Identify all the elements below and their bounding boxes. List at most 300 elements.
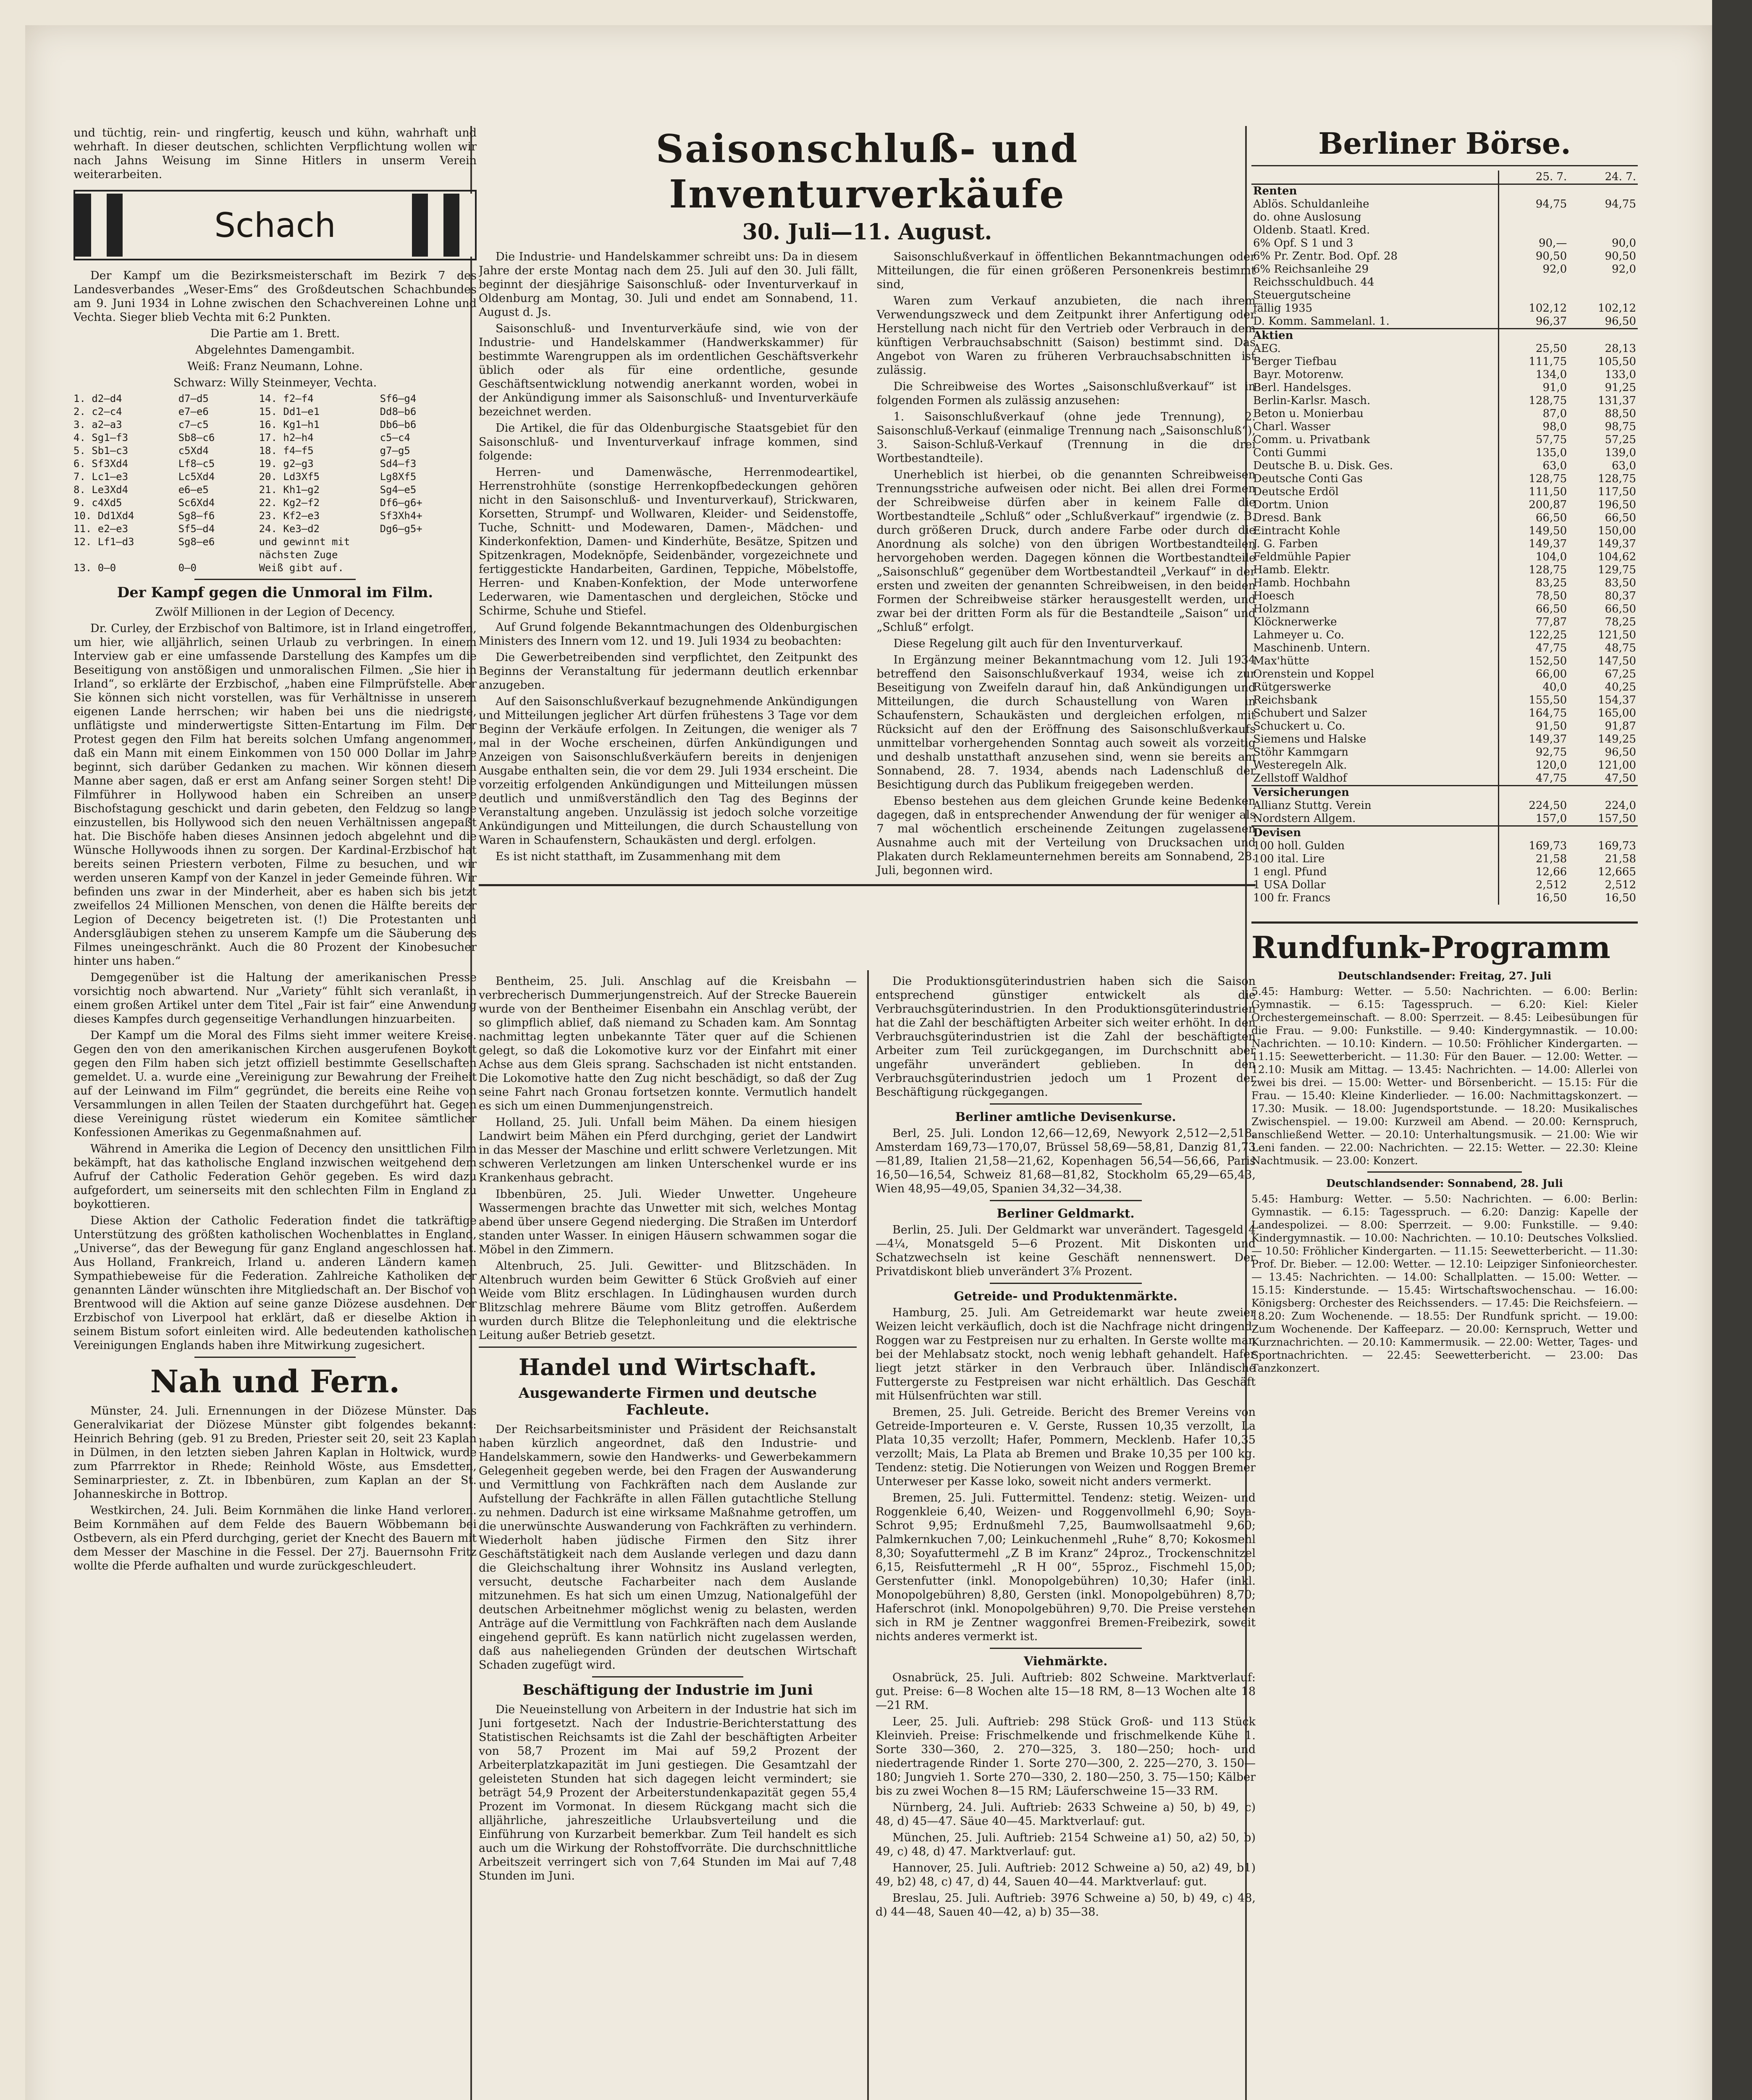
chess-move: g7—g5 <box>380 445 410 457</box>
boerse-price: 91,87 <box>1605 720 1636 732</box>
chess-title: Schach <box>214 205 336 245</box>
boerse-price: 196,50 <box>1598 499 1636 511</box>
boerse-price: 94,75 <box>1535 198 1567 210</box>
boerse-security: Deutsche Erdöl <box>1251 486 1498 499</box>
chess-move: Sc6Xd4 <box>178 497 215 509</box>
chess-move: Weiß gibt auf. <box>259 562 344 574</box>
chess-move: 12. Lf1—d3 <box>73 536 134 548</box>
chess-move: Df6—g6+ <box>380 497 422 509</box>
column-rule <box>867 970 869 2100</box>
boerse-price: 169,73 <box>1529 840 1567 852</box>
film-paragraph: Demgegenüber ist die Haltung der amerikanischen Presse vorsichtig noch abwartend. Nur „Variety“ fühlt sich veranlaßt, in einem großen Artikel unter dem Titel „Fair ist fair“ eine Anwendung dieses Kampfes durch gegenseitige Verhandlungen hinzuarbeiten. <box>73 971 477 1026</box>
boerse-section-row <box>1251 184 1638 198</box>
boerse-row <box>1251 289 1638 302</box>
rundfunk-program <box>1251 969 1638 1375</box>
boerse-row <box>1251 616 1638 629</box>
chess-move-row <box>73 483 477 496</box>
boerse-row <box>1251 276 1638 289</box>
vieh-text: Leer, 25. Juli. Auftrieb: 298 Stück Groß- und 113 Stück Kleinvieh. Preise: Frischmelkende und frischmelkende Kühe 1. Sorte 330—360, 2. 270—325, 3. 180—250; hoch- und niedertragende Rinder 1. Sorte 270—300, 2. 225—270, 3. 150—180; Jungvieh 1. Sorte 270—330, 2. 180—250, 3. 75—150; Kälber bis zu zwei Wochen 8—15 RM; Läuferschweine 15—33 RM. <box>876 1715 1256 1798</box>
chess-moves <box>73 392 477 575</box>
boerse-security: Comm. u. Privatbank <box>1251 433 1498 446</box>
boerse-price: 91,0 <box>1542 381 1567 394</box>
boerse-price: 90,0 <box>1612 237 1636 249</box>
boerse-row <box>1251 603 1638 616</box>
boerse-price: 224,50 <box>1529 799 1567 812</box>
chess-move: Dg6—g5+ <box>380 523 422 535</box>
boerse-price: 164,75 <box>1529 707 1567 719</box>
boerse-security: Deutsche Conti Gas <box>1251 472 1498 486</box>
boerse-price: 80,37 <box>1605 590 1636 602</box>
chess-white: Weiß: Franz Neumann, Lohne. <box>187 360 363 373</box>
chess-move: Sg8—f6 <box>178 510 215 522</box>
boerse-row <box>1251 694 1638 707</box>
boerse-price: 28,13 <box>1605 342 1636 355</box>
chess-move: 4. Sg1—f3 <box>73 432 129 444</box>
boerse-row <box>1251 433 1638 446</box>
saison-paragraph: Auf den Saisonschlußverkauf bezugnehmende Ankündigungen und Mitteilungen jeglicher Art dürfen frühestens 3 Tage vor dem Beginn der Verkäufe erfolgen. In Zeitungen, die weniger als 7 mal in der Woche erscheinen, dürfen Ankündigungen und Anzeigen von Saisonschlußverkäufern bereits in denjenigen Ausgabe enthalten sein, die vor dem 29. Juli 1934 erscheint. Die vorzeitig erfolgenden Ankündigungen und Mitteilungen müssen deutlich und unmißverständlich den Tag des Beginns der Veranstaltung angeben. Unzulässig ist jedoch solche vorzeitige Ankündigungen und Mitteilungen, die durch Schaustellung von Waren in Schaufenstern, Schaukästen und dergl. erfolgen. <box>479 695 858 847</box>
boerse-price: 105,50 <box>1598 355 1636 368</box>
boerse-price: 21,58 <box>1535 853 1567 865</box>
vieh-text: Hannover, 25. Juli. Auftrieb: 2012 Schweine a) 50, a2) 49, b1) 49, b2) 48, c) 47, d) 44, Sauen 40—44. Marktverlauf: gut. <box>876 1861 1256 1888</box>
boerse-security: D. Komm. Sammelanl. 1. <box>1251 315 1498 329</box>
chess-move: 20. Ld3Xf5 <box>259 471 320 483</box>
boerse-row <box>1251 459 1638 472</box>
boerse-row <box>1251 237 1638 250</box>
boerse-price: 128,75 <box>1529 564 1567 576</box>
chess-move: Lf8—c5 <box>178 458 215 470</box>
boerse-price: 63,0 <box>1542 459 1567 472</box>
boerse-price <box>1568 224 1638 237</box>
chess-move-row <box>73 562 477 575</box>
boerse-price: 120,0 <box>1535 759 1567 772</box>
regional-handel-column <box>479 974 857 2100</box>
boerse-price: 90,— <box>1538 237 1567 249</box>
boerse-price: 134,0 <box>1535 368 1567 381</box>
boerse-security: Maschinenb. Untern. <box>1251 642 1498 655</box>
boerse-row <box>1251 302 1638 315</box>
chess-opening: Abgelehntes Damengambit. <box>195 344 355 357</box>
saison-paragraph: Die Artikel, die für das Oldenburgische Staatsgebiet für den Saisonschluß- und Inventurverkauf infrage kommen, sind folgende: <box>479 422 858 462</box>
boerse-header-cell <box>1251 171 1498 184</box>
boerse-price: 149,37 <box>1529 538 1567 550</box>
boerse-price: 98,75 <box>1605 420 1636 433</box>
boerse-header-date: 24. 7. <box>1605 171 1636 183</box>
film-paragraph: Dr. Curley, der Erzbischof von Baltimore, ist in Irland eingetroffen, um hier, wie alljährlich, seinen Urlaub zu verbringen. In einem Interview gab er eine umfassende Darstellung des Kampfes um die Beseitigung von anstößigen und unmoralischen Filmen. „Sie hier in Irland“, so erklärte der Erzbischof, „haben eine Filmprüfstelle. Aber Sie können sich nicht vorstellen, was für Verhältnisse in unserem eigenen Lande herrschen; wir haben bei uns die niedrigste, unflätigste und minderwertigste Sitten-Entartung im Film. Der Protest gegen den Film hat bereits solchen Umfang angenommen, daß ein Mann mit einem Einkommen von 150 000 Dollar im Jahre beginnt, sich darüber Gedanken zu machen. Wir können diesem Manne aber sagen, daß er erst am Anfang seiner Sorgen steht! Die Filmführer in Hollywood haben ein Schreiben an unsere Bischofstagung geschickt und darin gebeten, den Feldzug so lange einzustellen, bis Hollywood sich den neuen Verhältnissen angepaßt hat. Die Bischöfe haben dieses Ansinnen jedoch abgelehnt und die Wünsche Hollywoods ihnen zu sorgen. Der Kardinal-Erzbischof hat bereits seinen Priestern verboten, Filme zu besuchen, und wir werden unseren Kampf von der Kanzel in jeder Gemeinde führen. Wir befinden uns zwar in der Minderheit, aber es haben sich bis jetzt zweifellos 24 Millionen Menschen, von denen die Hälfte bereits der Legion of Decency beigetreten ist. (!) Die Protestanten und Andersgläubigen stehen zu unserem Kampfe um die Säuberung des Filmes uneingeschränkt. Auch die 80 Prozent der Kinobesucher hinter uns haben.“ <box>73 622 477 968</box>
boerse-security: J. G. Farben <box>1251 538 1498 551</box>
boerse-price: 149,37 <box>1598 538 1636 550</box>
boerse-price: 47,75 <box>1535 772 1567 785</box>
boerse-row <box>1251 211 1638 224</box>
getreide-text: Bremen, 25. Juli. Getreide. Bericht des Bremer Vereins von Getreide-Importeuren e. V. Gerste, Russen 10,35 verzollt, La Plata 10,35 verzollt; Hafer, Pommern, Mecklenb. Hafer 10,35 verzollt; Mais, La Plata ab Bremen und Brake 10,35 per 100 kg. Tendenz: stetig. Die Notierungen von Weizen und Roggen Bremer Unterweser per Kasse loko, soweit nicht anders vermerkt. <box>876 1406 1256 1488</box>
boerse-price: 129,75 <box>1598 564 1636 576</box>
boerse-security: 6% Opf. S 1 und 3 <box>1251 237 1498 250</box>
boerse-security: Schubert und Salzer <box>1251 707 1498 720</box>
chess-move: Sb8—c6 <box>178 432 215 444</box>
boerse-security: Reichsbank <box>1251 694 1498 707</box>
boerse-price: 90,50 <box>1605 250 1636 262</box>
boerse-price: 155,50 <box>1529 694 1567 706</box>
boerse-row <box>1251 577 1638 590</box>
chess-move-row <box>73 522 477 536</box>
saison-paragraph: Diese Regelung gilt auch für den Inventurverkauf. <box>893 637 1183 650</box>
boerse-row <box>1251 407 1638 420</box>
boerse-row <box>1251 198 1638 211</box>
chess-move: Lg8Xf5 <box>380 471 417 483</box>
boerse-price: 48,75 <box>1605 642 1636 654</box>
chess-move: 7. Lc1—e3 <box>73 471 129 483</box>
boerse-section-row <box>1251 329 1638 343</box>
saison-body <box>479 250 1256 880</box>
boerse-price: 147,50 <box>1598 655 1636 667</box>
radio-day: Deutschlandsender: Sonnabend, 28. Juli <box>1326 1177 1563 1189</box>
devisen-text: Berl, 25. Juli. London 12,66—12,69, Newyork 2,512—2,518, Amsterdam 169,73—170,07, Brüssel 58,69—58,81, Danzig 81,73—81,89, Italien 21,58—21,62, Kopenhagen 56,54—56,66, Paris 16,50—16,54, Schweiz 81,68—81,82, Stockholm 65,29—65,43, Wien 48,95—49,05, Spanien 34,32—34,38. <box>876 1127 1256 1195</box>
chessboard-icon <box>75 194 138 257</box>
boerse-security: Eintracht Kohle <box>1251 525 1498 538</box>
boerse-section-row <box>1251 786 1638 800</box>
divider <box>592 1676 743 1677</box>
boerse-row <box>1251 879 1638 892</box>
boerse-security: Bayr. Motorenw. <box>1251 368 1498 381</box>
film-paragraph: Während in Amerika die Legion of Decency den unsittlichen Film bekämpft, hat das katholische England inzwischen weitgehend dem Aufruf der Catholic Federation Gehör gegeben. Es wird dazu aufgefordert, um seinerseits mit den schlechten Film in England zu boykottieren. <box>73 1142 477 1211</box>
boerse-price <box>1568 211 1638 224</box>
boerse-row <box>1251 263 1638 276</box>
boerse-price: 57,75 <box>1535 433 1567 446</box>
chess-black: Schwarz: Willy Steinmeyer, Vechta. <box>173 376 377 389</box>
boerse-title: Berliner Börse. <box>1318 126 1571 161</box>
divider <box>1251 921 1638 924</box>
chess-move: c7—c5 <box>178 419 209 430</box>
boerse-price: 149,37 <box>1529 733 1567 746</box>
boerse-price: 25,50 <box>1535 342 1567 355</box>
saison-paragraph: Die Gewerbetreibenden sind verpflichtet, den Zeitpunkt des Beginns der Veranstaltung für jedermann deutlich erkennbar anzugeben. <box>479 651 858 692</box>
boerse-price: 96,37 <box>1535 315 1567 328</box>
news-item: Münster, 24. Juli. Ernennungen in der Diözese Münster. Das Generalvikariat der Diözese Münster gibt folgendes bekannt: Heinrich Behring (geb. 91 zu Breden, Priester seit 20, seit 23 Kaplan in Dülmen, in den letzten sieben Jahren Kaplan in Holtwick, wurde zum Pfarrrektor in Rhede; Reinhold Wöste, aus Emsdetten, Seminarpriester, z. Zt. in Ibbenbüren, zum Kaplan an der St. Johanneskirche in Bottrop. <box>73 1404 477 1501</box>
boerse-price <box>1498 276 1568 289</box>
boerse-price: 157,50 <box>1598 812 1636 825</box>
boerse-row <box>1251 707 1638 720</box>
chess-move: Db6—b6 <box>380 419 417 430</box>
boerse-price: 133,0 <box>1605 368 1636 381</box>
boerse-price: 47,75 <box>1535 642 1567 654</box>
boerse-price: 40,25 <box>1605 681 1636 693</box>
saison-paragraph: Waren zum Verkauf anzubieten, die nach ihrem Verwendungszweck und dem Zeitpunkt ihrer Anfertigung oder Herstellung nach nicht für den Vertrieb oder Verbrauch in dem künftigen Verbrauchsabschnitt (Saison) bestimmt sind. Das Angebot von Waren zu früheren Verbrauchsabschnitten ist zulässig. <box>876 294 1256 377</box>
handel-sub1: Ausgewanderte Firmen und deutsche Fachleute. <box>518 1385 817 1418</box>
boerse-price <box>1568 276 1638 289</box>
boerse-price: 96,50 <box>1605 746 1636 759</box>
film-title: Der Kampf gegen die Unmoral im Film. <box>117 584 433 601</box>
boerse-row <box>1251 772 1638 786</box>
film-paragraph: Diese Aktion der Catholic Federation findet die tatkräftige Unterstützung des größten katholischen Wochenblattes in England, „Universe“, das der Bewegung für ganz England angeschlossen hat. Aus Holland, Frankreich, Irland u. anderen Ländern kamen Sympathiebeweise für die Federation. Zahlreiche Katholiken der genannten Länder wünschten ihre Mitgliedschaft an. Der Bischof von Brentwood will die Aktion auf seine ganze Diözese ausdehnen. Der Erzbischof von Liverpool hat erklärt, daß er dieselbe Aktion in seinem Bistum sofort einleiten wird. Alle bedeutenden katholischen Vereinigungen Englands haben ihre Mitwirkung zugesichert. <box>73 1214 477 1352</box>
boerse-security: Dortm. Union <box>1251 499 1498 512</box>
chess-move: 13. 0—0 <box>73 562 116 574</box>
boerse-row <box>1251 472 1638 486</box>
chess-move-row <box>73 496 477 509</box>
boerse-row <box>1251 342 1638 355</box>
boerse-section-row <box>1251 826 1638 840</box>
boerse-price: 63,0 <box>1612 459 1636 472</box>
boerse-price: 78,25 <box>1605 616 1636 628</box>
vieh-text: Breslau, 25. Juli. Auftrieb: 3976 Schweine a) 50, b) 49, c) 48, d) 44—48, Sauen 40—42, a) b) 35—38. <box>876 1892 1256 1919</box>
chess-move: 17. h2—h4 <box>259 432 314 444</box>
boerse-price: 91,25 <box>1605 381 1636 394</box>
chess-move: Lc5Xd4 <box>178 471 215 483</box>
boerse-security: Max'hütte <box>1251 655 1498 668</box>
chess-move <box>380 562 477 575</box>
boerse-security: fällig 1935 <box>1251 302 1498 315</box>
boerse-price: 47,50 <box>1605 772 1636 785</box>
boerse-price: 92,0 <box>1542 263 1567 276</box>
chess-header <box>73 190 477 260</box>
binding-edge <box>1712 0 1752 2100</box>
boerse-price: 2,512 <box>1535 879 1567 891</box>
saison-left <box>479 250 858 880</box>
boerse-price: 57,25 <box>1605 433 1636 446</box>
boerse-row <box>1251 720 1638 733</box>
boerse-price: 2,512 <box>1605 879 1636 891</box>
regional-item: Altenbruch, 25. Juli. Gewitter- und Blitzschäden. In Altenbruch wurden beim Gewitter 6 Stück Großvieh auf einer Weide vom Blitz erschlagen. In Lüdinghausen wurden durch Blitzschlag mehrere Bäume vom Blitz getroffen. Außerdem wurden durch Blitze die Telephonleitung und die elektrische Leitung außer Betrieb gesetzt. <box>479 1260 857 1342</box>
boerse-row <box>1251 590 1638 603</box>
boerse-security: 6% Pr. Zentr. Bod. Opf. 28 <box>1251 250 1498 263</box>
divider <box>990 1648 1142 1649</box>
boerse-price <box>1498 224 1568 237</box>
boerse-row <box>1251 840 1638 853</box>
vieh-text: München, 25. Juli. Auftrieb: 2154 Schweine a1) 50, a2) 50, b) 49, c) 48, d) 47. Marktverlauf: gut. <box>876 1831 1256 1858</box>
markets-intro: Die Produktionsgüterindustrien haben sich die Saison entsprechend günstiger entwickelt als die Verbrauchsgüterindustrien. In den Produktionsgüterindustrien hat die Zahl der beschäftigten Arbeiter sich weiter erhöht. In den Verbrauchsgüterindustrien ist die Zahl der beschäftigten Arbeiter zum Teil zurückgegangen, im Durchschnitt aber ungefähr unverändert geblieben. In den Verbrauchsgüterindustrien jedoch um 1 Prozent der Beschäftigung rückgegangen. <box>876 975 1256 1099</box>
regional-item: Bentheim, 25. Juli. Anschlag auf die Kreisbahn — verbrecherisch Dummerjungenstreich. Auf der Strecke Bauerein wurde von der Bentheimer Eisenbahn ein Anschlag verübt, der so glimpflich ablief, daß niemand zu Schaden kam. Am Sonntag nachmittag legten unbekannte Täter quer auf die Schienen gelegt, so daß die Lokomotive kurz vor der Einfahrt mit einer Achse aus dem Gleis sprang. Sachschaden ist nicht entstanden. Die Lokomotive hatte den Zug nicht beschädigt, so daß der Zug seine Fahrt nach Gronau fortsetzen konnte. Vermutlich handelt es sich um einen Dummenjungenstreich. <box>479 975 857 1113</box>
saison-title: Saisonschluß- und Inventurverkäufe <box>656 126 1079 217</box>
boerse-price: 40,0 <box>1542 681 1567 693</box>
boerse-price: 169,73 <box>1598 840 1636 852</box>
chess-move: 15. Dd1—e1 <box>259 406 320 417</box>
divider <box>479 884 1256 886</box>
boerse-row <box>1251 381 1638 394</box>
boerse-row <box>1251 446 1638 459</box>
boerse-security: Schuckert u. Co. <box>1251 720 1498 733</box>
chess-move: 5. Sb1—c3 <box>73 445 129 457</box>
devisen-title: Berliner amtliche Devisenkurse. <box>955 1110 1176 1124</box>
divider <box>990 1103 1142 1105</box>
boerse-security: Beton u. Monierbau <box>1251 407 1498 420</box>
boerse-row <box>1251 368 1638 381</box>
geld-text: Berlin, 25. Juli. Der Geldmarkt war unverändert. Tagesgeld 4—4¼, Monatsgeld 5—6 Prozent. Mit Diskonten und Schatzwechseln ist keine Geschäft nennenswert. Der Privatdiskont blieb unverändert 3⅞ Prozent. <box>876 1223 1256 1278</box>
boerse-price: 16,50 <box>1605 892 1636 904</box>
saison-paragraph: Herren- und Damenwäsche, Herrenmodeartikel, Herrenstrohhüte (sonstige Herrenkopfbedeckungen gehören nicht in den Saisonschluß- und Inventurverkauf), Strickwaren, Korsetten, Strumpf- und Wollwaren, Kleider- und Seidenstoffe, Tuche, Schnitt- und Modewaren, Damen-, Mädchen- und Kinderkonfektion, Damen- und Kinderhüte, Besätze, Spitzen und Spitzenkragen, Modeknöpfe, Seidenbänder, vorgezeichnete und fertiggestickte Handarbeiten, Gardinen, Teppiche, Möbelstoffe, Herren- und Knaben-Konfektion, der Mode unterworfene Lederwaren, wie Damentaschen und dergleichen, Stöcke und Schirme, Schuhe und Stiefel. <box>479 466 858 617</box>
boerse-price: 131,37 <box>1598 394 1636 407</box>
film-paragraph: Der Kampf um die Moral des Films sieht immer weitere Kreise. Gegen den von den amerikanischen Kirchen ausgerufenen Boykott gegen den Film haben sich jetzt offiziell bestimmte Gesellschaften gemeldet. U. a. wurde eine „Vereinigung zur Bewahrung der Freiheit auf der Leinwand im Film“ gegründet, die bereits eine Reihe von Versammlungen in allen Teilen der Staaten durchgeführt hat. Gegen diese Vereinigung rüstet wiederum ein Komitee sämtlicher Konfessionen Amerikas zu Gegenmaßnahmen auf. <box>73 1029 477 1139</box>
saison-right <box>877 250 1256 880</box>
chess-move: 11. e2—e3 <box>73 523 129 535</box>
boerse-price <box>1568 289 1638 302</box>
rundfunk-title: Rundfunk-Programm <box>1251 929 1610 965</box>
boerse-row <box>1251 642 1638 655</box>
chess-move: 24. Ke3—d2 <box>259 523 320 535</box>
chess-move: 21. Kh1—g2 <box>259 484 320 496</box>
boerse-price: 200,87 <box>1529 499 1567 511</box>
divider <box>1251 165 1638 166</box>
boerse-row <box>1251 564 1638 577</box>
boerse-security: Berlin-Karlsr. Masch. <box>1251 394 1498 407</box>
markets-column <box>876 974 1256 2100</box>
chess-move: e7—e6 <box>178 406 209 417</box>
handel-sub2: Beschäftigung der Industrie im Juni <box>522 1682 813 1698</box>
boerse-price: 91,50 <box>1535 720 1567 732</box>
chess-move: 8. Le3Xd4 <box>73 484 129 496</box>
boerse-row <box>1251 668 1638 681</box>
chess-move: 14. f2—f4 <box>259 393 314 404</box>
boerse-price: 66,50 <box>1605 512 1636 524</box>
boerse-price: 128,75 <box>1529 472 1567 485</box>
boerse-price: 92,0 <box>1612 263 1636 276</box>
saison-paragraph: Es ist nicht statthaft, im Zusammenhang mit dem <box>496 850 781 863</box>
boerse-price: 94,75 <box>1605 198 1636 210</box>
chess-move: 10. Dd1Xd4 <box>73 510 134 522</box>
saison-paragraph: In Ergänzung meiner Bekanntmachung vom 12. Juli 1934 betreffend den Saisonschlußverkauf 1934, weise ich zur Beseitigung von Zweifeln darauf hin, daß Ankündigungen und Mitteilungen, die durch Schaustellung von Waren in Schaufenstern, Schaukästen und dergleichen erfolgen, mit Rücksicht auf den der Eröffnung des Saisonschlußverkaufs unmittelbar vorhergehenden Sonntag auch soweit als vorzeitig und deshalb unstatthaft anzusehen sind, wenn sie bereits am Sonnabend, 28. 7. 1934, abends nach Ladenschluß der Besichtigung durch das Publikum freigegeben werden. <box>876 654 1256 791</box>
boerse-price <box>1498 211 1568 224</box>
saison-paragraph: Die Industrie- und Handelskammer schreibt uns: Da in diesem Jahre der erste Montag nach dem 25. Juli auf den 30. Juli fällt, beginnt der diesjährige Saisonschluß- oder Inventurverkauf in Oldenburg am Montag, 30. Juli und endet am Sonnabend, 11. August d. Js. <box>479 250 858 319</box>
boerse-header-date: 25. 7. <box>1535 171 1567 183</box>
boerse-price: 117,50 <box>1598 486 1636 498</box>
boerse-price: 111,75 <box>1529 355 1567 368</box>
boerse-row <box>1251 866 1638 879</box>
divider <box>194 579 356 580</box>
chess-move: Sg8—e6 <box>178 536 215 548</box>
divider <box>1367 1171 1522 1173</box>
boerse-security: 100 holl. Gulden <box>1251 840 1498 853</box>
regional-item: Holland, 25. Juli. Unfall beim Mähen. Da einem hiesigen Landwirt beim Mähen ein Pferd durchging, geriet der Landwirt in das Messer der Maschine und erlitt schwere Verletzungen. Mit schweren Verletzungen am linken Unterschenkel wurde er ins Krankenhaus gebracht. <box>479 1116 857 1184</box>
boerse-price: 128,75 <box>1529 394 1567 407</box>
boerse-price: 83,25 <box>1535 577 1567 589</box>
saison-paragraph: Ebenso bestehen aus dem gleichen Grunde keine Bedenken dagegen, daß in entsprechender Anwendung der für weniger als 7 mal wöchentlich erscheinende Zeitungen zugelassenen Ausnahme auch mit der Verteilung von Drucksachen und Plakaten durch Reklameunternehmen bereits am Sonnabend, 28. Juli, begonnen wird. <box>876 795 1256 877</box>
boerse-security: Hamb. Hochbahn <box>1251 577 1498 590</box>
chess-move: 6. Sf3Xd4 <box>73 458 129 470</box>
chess-move-row <box>73 536 477 562</box>
chess-move: Sd4—f3 <box>380 458 417 470</box>
chess-move: Sg4—e5 <box>380 484 417 496</box>
chess-move-row <box>73 470 477 483</box>
boerse-security: Deutsche B. u. Disk. Ges. <box>1251 459 1498 472</box>
news-item: Westkirchen, 24. Juli. Beim Kornmähen die linke Hand verloren. Beim Kornmähen auf dem Felde des Bauern Wöbbemann bei Ostbevern, als ein Pferd durchging, geriet der Knecht des Bauern mit dem Messer der Maschine in die Fessel. Der 27j. Bauernsohn Fritz wollte die Pferde aufhalten und wurde zurückgeschleudert. <box>73 1504 477 1572</box>
boerse-row <box>1251 420 1638 433</box>
chess-move: 18. f4—f5 <box>259 445 314 457</box>
chessboard-icon <box>412 194 475 257</box>
boerse-row <box>1251 551 1638 564</box>
boerse-price: 157,0 <box>1535 812 1567 825</box>
chess-move-row <box>73 431 477 444</box>
boerse-row <box>1251 486 1638 499</box>
boerse-price: 152,50 <box>1529 655 1567 667</box>
saison-paragraph: Saisonschlußverkauf in öffentlichen Bekanntmachungen oder Mitteilungen, die für einen größeren Personenkreis bestimmt sind, <box>876 250 1256 291</box>
boerse-price: 88,50 <box>1605 407 1636 420</box>
saison-paragraph: Die Schreibweise des Wortes „Saisonschlußverkauf“ ist in folgenden Formen als zulässig anzusehen: <box>876 380 1256 407</box>
handel-paragraph: Der Reichsarbeitsminister und Präsident der Reichsanstalt haben kürzlich angeordnet, daß den Industrie- und Handelskammern, sowie den Handwerks- und Gewerbekammern Gelegenheit gegeben werde, bei den Fragen der Auswanderung und Vermittlung von Fachkräften nach dem Auslande zur Aufstellung der Fachkräfte in allen Fällen gutachtliche Stellung zu nehmen. Dadurch ist eine wirksame Maßnahme getroffen, um die unerwünschte Auswanderung von Fachkräften zu verhindern. Wiederholt haben jüdische Firmen den Sitz ihrer Geschäftstätigkeit nach dem Auslande verlegen und dazu dann die Gleichschaltung ihrer Wohnsitz ins Ausland verlegten, versucht, deutsche Facharbeiter nach dem Auslande mitzunehmen. Es hat sich um einen Umzug, Nationalgefühl der deutschen Arbeitnehmer möglichst wenig zu belasten, werden Anträge auf die Vermittlung von Fachkräften nach dem Auslande eingehend geprüft. Es kann natürlich nicht zugelassen werden, daß aus naheliegenden Gründen der deutschen Wirtschaft Schaden zugefügt wird. <box>479 1423 857 1672</box>
boerse-security: Allianz Stuttg. Verein <box>1251 799 1498 812</box>
getreide-text: Bremen, 25. Juli. Futtermittel. Tendenz: stetig. Weizen- und Roggenkleie 6,40, Weizen- und Roggenvollmehl 6,90; Soya-Schrot 9,95; Erdnußmehl 7,25, Baumwollsaatmehl 9,60; Palmkernkuchen 7,00; Leinkuchenmehl „Ruhe“ 8,70; Kokosmehl 8,30; Soyafuttermehl „Z B im Kranz“ 24proz., Trockenschnitzel 6,15, Reisfuttermehl „R H 00“, 55proz., Fischmehl 15,00; Gerstenfutter (inkl. Monopolgebühren) 10,30; Hafer (inkl. Monopolgebühren) 8,80, Gersten (inkl. Monopolgebühren) 8,70; Haferschrot (inkl. Monopolgebühren) 9,70. Die Preise verstehen sich in RM je Zentner waggonfrei Bremen-Freibezirk, soweit nichts anderes vermerkt ist. <box>876 1491 1256 1643</box>
boerse-price: 66,00 <box>1535 668 1567 680</box>
boerse-security: Nordstern Allgem. <box>1251 812 1498 826</box>
handel-paragraph: Die Neueinstellung von Arbeitern in der Industrie hat sich im Juni fortgesetzt. Nach der Industrie-Berichterstattung des Statistischen Reichsamts ist die Zahl der beschäftigten Arbeiter von 58,7 Prozent im Mai auf 59,2 Prozent der Arbeiterplatzkapazität im Juni gestiegen. Die Gesamtzahl der geleisteten Stunden hat sich dagegen leicht vermindert; sie beträgt 54,9 Prozent der Arbeiterstundenkapazität gegen 55,4 Prozent im Vormonat. In diesem Rückgang macht sich die alljährliche, jahreszeitliche Urlaubsverteilung und die Einführung von Kurzarbeit bemerkbar. Zum Teil handelt es sich auch um die Wirkung der Rohstoffvorräte. Die durchschnittliche Arbeitszeit verringert sich von 7,64 Stunden im Mai auf 7,48 Stunden im Juni. <box>479 1703 857 1882</box>
chess-move: Dd8—b6 <box>380 406 417 417</box>
boerse-price: 102,12 <box>1529 302 1567 315</box>
right-column <box>1251 126 1638 2100</box>
boerse-section-name: Versicherungen <box>1251 786 1498 800</box>
boerse-security: Reichsschuldbuch. 44 <box>1251 276 1498 289</box>
chess-move: 19. g2—g3 <box>259 458 314 470</box>
boerse-price: 66,50 <box>1535 603 1567 615</box>
boerse-security: Conti Gummi <box>1251 446 1498 459</box>
boerse-price: 104,0 <box>1535 551 1567 563</box>
boerse-price: 98,0 <box>1542 420 1567 433</box>
chess-move: d7—d5 <box>178 393 209 404</box>
chess-move: und gewinnt mit nächsten Zuge <box>259 536 350 561</box>
chess-move-row <box>73 509 477 522</box>
boerse-security: Charl. Wasser <box>1251 420 1498 433</box>
getreide-text: Hamburg, 25. Juli. Am Getreidemarkt war heute zweier Weizen leicht verkäuflich, doch ist die Nachfrage nicht dringend. Roggen war zu Festpreisen nur zu erhalten. In Gerste wollte man bei der Mehlabsatz stockt, noch wenig lebhaft gehandelt. Hafer liegt jetzt stärker in den Verbrauch über. Inländische Futtergerste zu Festpreisen war nicht erhältlich. Das Geschäft mit Hülsenfrüchten war still. <box>876 1306 1256 1402</box>
boerse-security: Ablös. Schuldanleihe <box>1251 198 1498 211</box>
boerse-price: 12,66 <box>1535 866 1567 878</box>
boerse-security: Lahmeyer u. Co. <box>1251 629 1498 642</box>
saison-paragraph: Unerheblich ist hierbei, ob die genannten Schreibweisen Trennungsstriche aufweisen oder nicht. Bei allen drei Formen der Schreibweise dürfen aber in keinem Falle die Wortbestandteile „Schluß“ oder „Schlußverkauf“ irgendwie (z. B. durch größeren Druck, durch andere Farbe oder durch die Anordnung als solche) von den übrigen Wortbestandteilen hervorgehoben werden. Dagegen können die Wortbestandteile „Saisonschluß“ gegenüber dem Wortbestandteil „Verkauf“ in der ersten und zweiten der genannten Schreibweisen, in den beiden Formen der Schreibweise stärker herausgestellt werden, und zwar bei der dritten Form als für die Bestandteile „Saison“ und „Schluß“ erfolgt. <box>876 468 1256 634</box>
boerse-row <box>1251 629 1638 642</box>
boerse-price: 122,25 <box>1529 629 1567 641</box>
boerse-security: Rütgerswerke <box>1251 681 1498 694</box>
boerse-security: Zellstoff Waldhof <box>1251 772 1498 786</box>
saison-section <box>479 126 1256 966</box>
boerse-security: Holzmann <box>1251 603 1498 616</box>
boerse-price: 111,50 <box>1529 486 1567 498</box>
chess-move: 9. c4Xd5 <box>73 497 122 509</box>
boerse-row <box>1251 746 1638 759</box>
boerse-security: 100 fr. Francs <box>1251 892 1498 905</box>
boerse-row <box>1251 759 1638 772</box>
chess-move-row <box>73 405 477 418</box>
boerse-table <box>1251 171 1638 905</box>
boerse-security: Klöcknerwerke <box>1251 616 1498 629</box>
geld-title: Berliner Geldmarkt. <box>997 1206 1135 1221</box>
boerse-section-name: Devisen <box>1251 826 1498 840</box>
boerse-security: do. ohne Auslosung <box>1251 211 1498 224</box>
boerse-row <box>1251 812 1638 826</box>
boerse-price: 121,00 <box>1598 759 1636 772</box>
boerse-price: 135,0 <box>1535 446 1567 459</box>
chess-move: 2. c2—c4 <box>73 406 122 417</box>
boerse-price: 77,87 <box>1535 616 1567 628</box>
boerse-row <box>1251 525 1638 538</box>
chess-move: Sf6—g4 <box>380 393 417 404</box>
left-column <box>73 126 477 1575</box>
boerse-security: Hamb. Elektr. <box>1251 564 1498 577</box>
boerse-security: Stöhr Kammgarn <box>1251 746 1498 759</box>
boerse-row <box>1251 355 1638 368</box>
chess-move-row <box>73 418 477 431</box>
boerse-row <box>1251 538 1638 551</box>
regional-item: Ibbenbüren, 25. Juli. Wieder Unwetter. Ungeheure Wassermengen brachte das Unwetter mit sich, welches Montag abend über unsere Gegend niederging. Die Straßen im Unterdorf standen unter Wasser. In einigen Häusern schwammen sogar die Möbel in den Zimmern. <box>479 1188 857 1256</box>
boerse-security: Oldenb. Staatl. Kred. <box>1251 224 1498 237</box>
chess-move <box>380 536 477 562</box>
boerse-price: 83,50 <box>1605 577 1636 589</box>
boerse-price: 154,37 <box>1598 694 1636 706</box>
divider <box>990 1200 1142 1201</box>
divider <box>194 1357 356 1358</box>
chess-move: e6—e5 <box>178 484 209 496</box>
boerse-security: Dresd. Bank <box>1251 512 1498 525</box>
boerse-row <box>1251 799 1638 812</box>
boerse-security: Hoesch <box>1251 590 1498 603</box>
boerse-price: 78,50 <box>1535 590 1567 602</box>
boerse-price: 96,50 <box>1605 315 1636 328</box>
boerse-price: 12,665 <box>1598 866 1636 878</box>
boerse-price: 224,0 <box>1605 799 1636 812</box>
chess-move: Sf5—d4 <box>178 523 215 535</box>
